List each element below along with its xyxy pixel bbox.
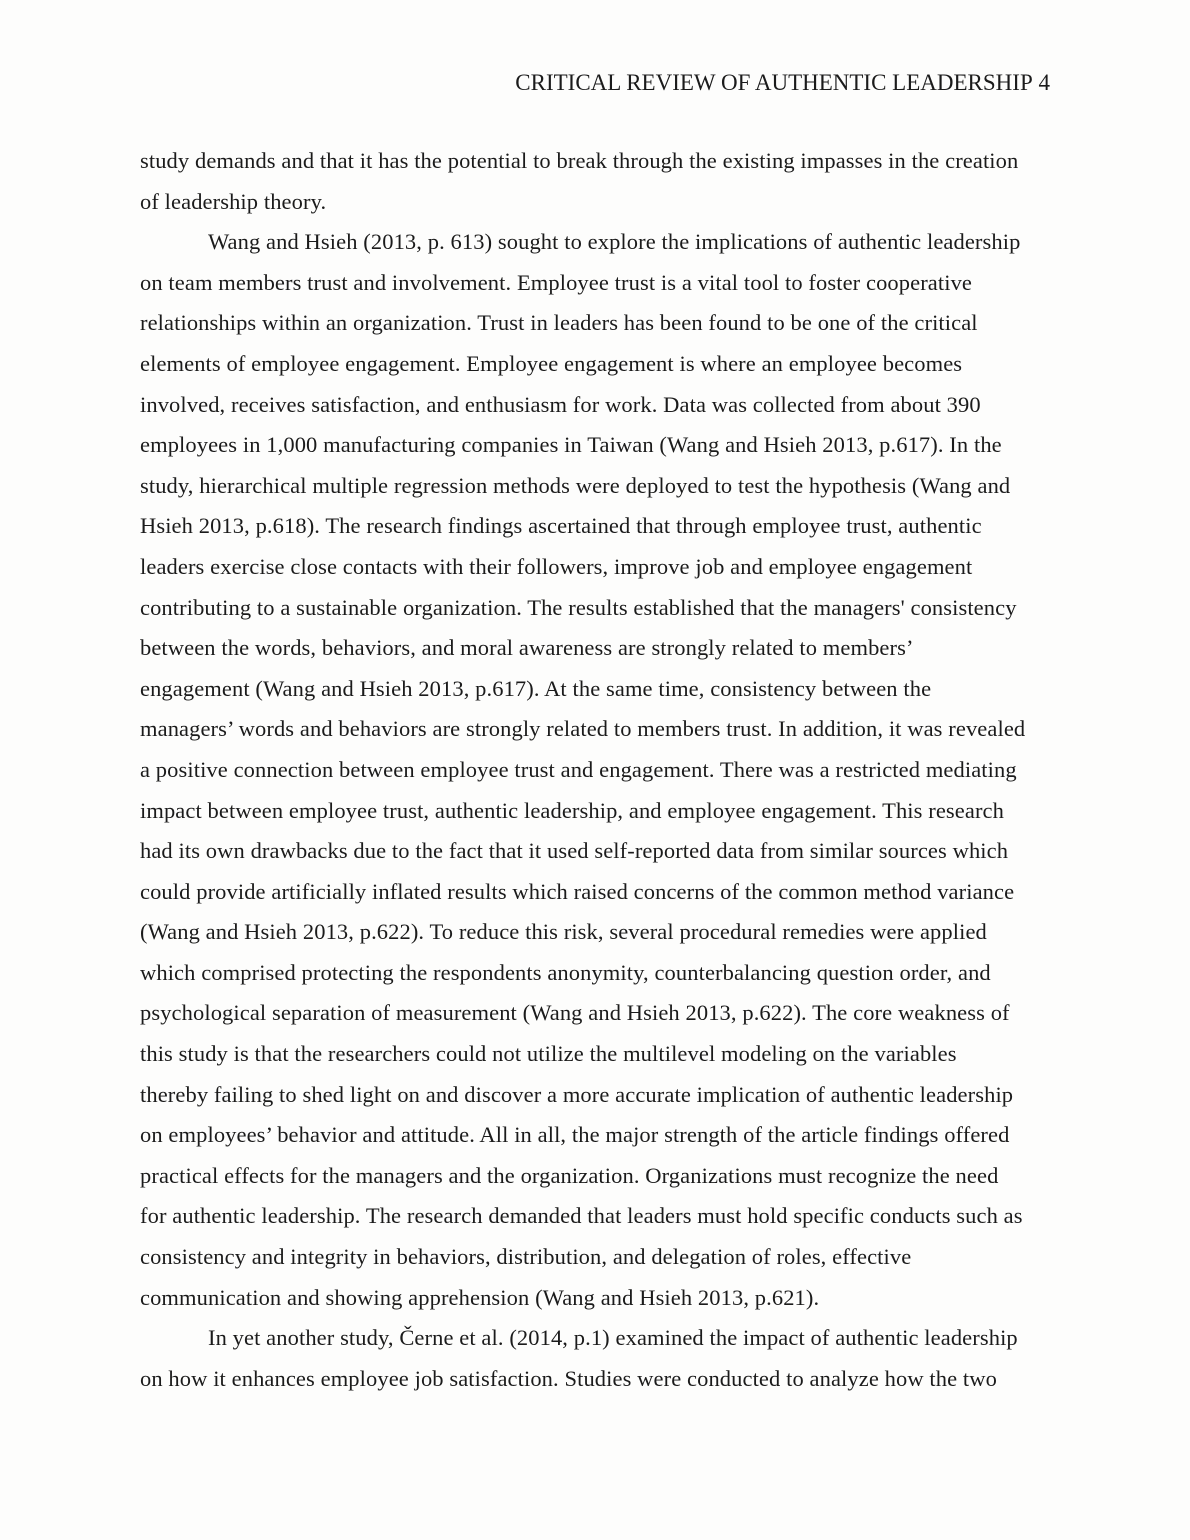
text-line: (Wang and Hsieh 2013, p.622). To reduce this risk, several procedural remedies were applied xyxy=(140,919,987,945)
text-line: consistency and integrity in behaviors, distribution, and delegation of roles, effective xyxy=(140,1244,912,1270)
document-body xyxy=(140,141,1050,1399)
text-line: between the words, behaviors, and moral awareness are strongly related to members’ xyxy=(140,635,914,661)
text-line: managers’ words and behaviors are strongly related to members trust. In addition, it was revealed xyxy=(140,716,1026,742)
text-line: of leadership theory. xyxy=(140,188,327,214)
running-header xyxy=(140,68,1050,98)
text-line: In yet another study, Černe et al. (2014, p.1) examined the impact of authentic leadership xyxy=(208,1325,1018,1351)
paragraph xyxy=(140,141,1050,222)
text-line: thereby failing to shed light on and discover a more accurate implication of authentic leadership xyxy=(140,1081,1014,1107)
text-line: on how it enhances employee job satisfaction. Studies were conducted to analyze how the two xyxy=(140,1365,997,1391)
text-line: Wang and Hsieh (2013, p. 613) sought to explore the implications of authentic leadership xyxy=(208,229,1021,255)
text-line: for authentic leadership. The research demanded that leaders must hold specific conducts such as xyxy=(140,1203,1023,1229)
text-line: study, hierarchical multiple regression methods were deployed to test the hypothesis (Wang and xyxy=(140,472,1011,498)
text-line: practical effects for the managers and the organization. Organizations must recognize the need xyxy=(140,1162,999,1188)
text-line: impact between employee trust, authentic leadership, and employee engagement. This research xyxy=(140,797,1004,823)
text-line: a positive connection between employee trust and engagement. There was a restricted mediating xyxy=(140,756,1017,782)
text-line: involved, receives satisfaction, and enthusiasm for work. Data was collected from about 390 xyxy=(140,391,981,417)
text-line: this study is that the researchers could not utilize the multilevel modeling on the variables xyxy=(140,1041,957,1067)
text-line: elements of employee engagement. Employee engagement is where an employee becomes xyxy=(140,350,963,376)
text-line: on employees’ behavior and attitude. All in all, the major strength of the article findings offered xyxy=(140,1122,1010,1148)
text-line: employees in 1,000 manufacturing companies in Taiwan (Wang and Hsieh 2013, p.617). In the xyxy=(140,432,1002,458)
text-line: could provide artificially inflated results which raised concerns of the common method variance xyxy=(140,878,1015,904)
text-line: communication and showing apprehension (Wang and Hsieh 2013, p.621). xyxy=(140,1284,820,1310)
running-head-text: CRITICAL REVIEW OF AUTHENTIC LEADERSHIP xyxy=(515,70,1033,95)
text-line: study demands and that it has the potential to break through the existing impasses in the creation xyxy=(140,148,1019,173)
text-line: engagement (Wang and Hsieh 2013, p.617). At the same time, consistency between the xyxy=(140,675,932,701)
text-line: contributing to a sustainable organization. The results established that the managers' consistency xyxy=(140,594,1017,620)
text-line: relationships within an organization. Trust in leaders has been found to be one of the critical xyxy=(140,310,978,336)
paragraph xyxy=(140,1318,1050,1399)
page-number: 4 xyxy=(1038,70,1050,95)
text-line: Hsieh 2013, p.618). The research findings ascertained that through employee trust, authentic xyxy=(140,513,982,539)
text-line: leaders exercise close contacts with their followers, improve job and employee engagement xyxy=(140,553,973,579)
paragraph xyxy=(140,222,1050,1318)
text-line: on team members trust and involvement. Employee trust is a vital tool to foster cooperative xyxy=(140,269,973,295)
text-line: had its own drawbacks due to the fact that it used self-reported data from similar sources which xyxy=(140,838,1009,864)
text-line: which comprised protecting the respondents anonymity, counterbalancing question order, and xyxy=(140,959,991,985)
text-line: psychological separation of measurement (Wang and Hsieh 2013, p.622). The core weakness of xyxy=(140,1000,1010,1026)
